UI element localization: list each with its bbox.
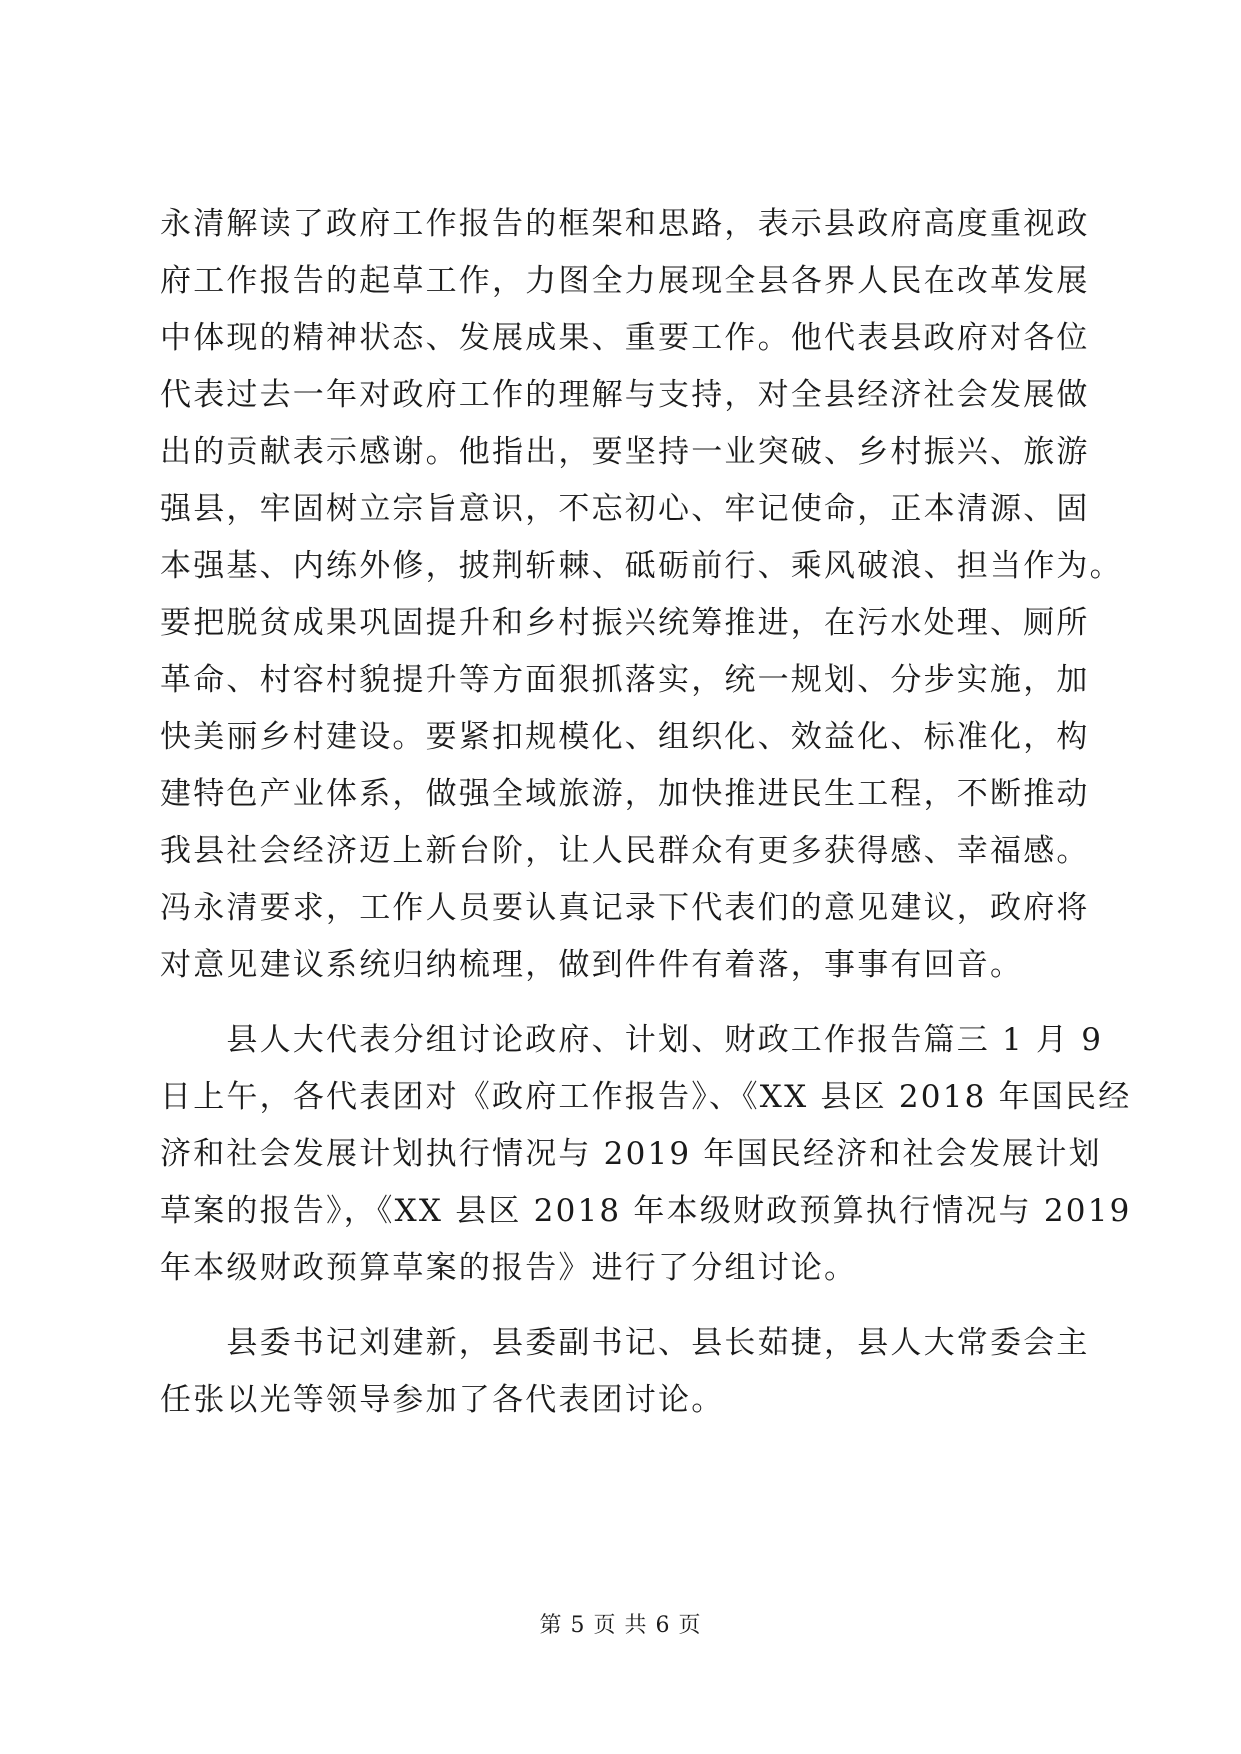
text-line: 县人大代表分组讨论政府、计划、财政工作报告篇三 1 月 9 [160, 1022, 1104, 1058]
text-line: 草案的报告》，《XX 县区 2018 年本级财政预算执行情况与 2019 [160, 1193, 1132, 1229]
text-line: 冯永清要求，工作人员要认真记录下代表们的意见建议，政府将 [160, 890, 1090, 926]
text-line: 代表过去一年对政府工作的理解与支持，对全县经济社会发展做 [160, 377, 1090, 413]
text-line: 任张以光等领导参加了各代表团讨论。 [160, 1382, 725, 1418]
text-line: 建特色产业体系，做强全域旅游，加快推进民生工程，不断推动 [160, 776, 1090, 812]
text-line: 永清解读了政府工作报告的框架和思路，表示县政府高度重视政 [160, 206, 1090, 242]
text-line: 府工作报告的起草工作，力图全力展现全县各界人民在改革发展 [160, 263, 1090, 299]
text-line: 强县，牢固树立宗旨意识，不忘初心、牢记使命，正本清源、固 [160, 491, 1090, 527]
text-line: 本强基、内练外修，披荆斩棘、砥砺前行、乘风破浪、担当作为。 [160, 548, 1123, 584]
text-line: 快美丽乡村建设。要紧扣规模化、组织化、效益化、标准化，构 [160, 719, 1090, 755]
text-line: 对意见建议系统归纳梳理，做到件件有着落，事事有回音。 [160, 947, 1024, 983]
text-line: 要把脱贫成果巩固提升和乡村振兴统筹推进，在污水处理、厕所 [160, 605, 1090, 641]
paragraph-gap [160, 994, 1080, 1012]
text-line: 济和社会发展计划执行情况与 2019 年国民经济和社会发展计划 [160, 1136, 1102, 1172]
page-number-footer: 第 5 页 共 6 页 [539, 1613, 702, 1638]
text-line: 日上午，各代表团对《政府工作报告》、《XX 县区 2018 年国民经 [160, 1079, 1132, 1115]
paragraph-gap [160, 1297, 1080, 1315]
text-line: 年本级财政预算草案的报告》进行了分组讨论。 [160, 1250, 858, 1286]
document-body [160, 196, 1132, 1429]
text-line: 我县社会经济迈上新台阶，让人民群众有更多获得感、幸福感。 [160, 833, 1090, 869]
text-line: 中体现的精神状态、发展成果、重要工作。他代表县政府对各位 [160, 320, 1090, 356]
text-line: 革命、村容村貌提升等方面狠抓落实，统一规划、分步实施，加 [160, 662, 1090, 698]
text-line: 出的贡献表示感谢。他指出，要坚持一业突破、乡村振兴、旅游 [160, 434, 1090, 470]
text-line: 县委书记刘建新，县委副书记、县长茹捷，县人大常委会主 [160, 1325, 1090, 1361]
